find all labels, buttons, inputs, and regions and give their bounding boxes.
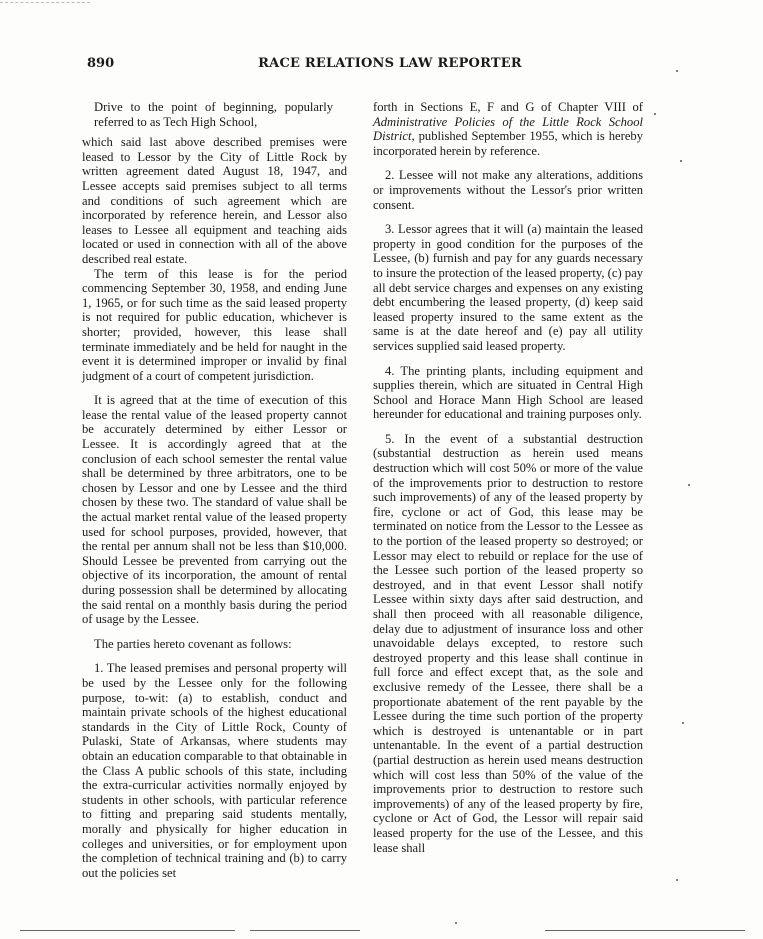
paragraph-property-description-end: Drive to the point of beginning, popularly referred to as Tech High School,: [94, 100, 333, 129]
text-run: forth in Sections E, F and G of Chapter VIII of: [373, 100, 643, 114]
scan-speck: [680, 160, 682, 162]
paragraph-covenants-intro: The parties hereto covenant as follows:: [94, 636, 292, 651]
scan-speck: [676, 70, 678, 72]
paragraph-covenant-1: 1. The leased premises and personal property will be used by the Lessee only for the following purpose, to-wit: (a) to establish, conduct and maintain private schools of the highest educational standards in the City of Little Rock, County of Pulaski, State of Arkansas, where students may obtain an education comparable to that obtainable in the Class A public schools of this state, including the extra-curricular activities normally enjoyed by students in other schools, with particular reference to fitting and preparing said students mentally, morally and physically for higher education in colleges and universities, or for employment upon the completion of technical training and (b) to carry out the policies set: [82, 661, 347, 880]
right-column: [373, 100, 643, 855]
policy-title: Administrative Policies of the Little Rock School District,: [373, 114, 643, 144]
paragraph-covenant-3: 3. Lessor agrees that it will (a) maintain the leased property in good condition for the purposes of the Lessee, (b) furnish and pay for any guards necessary to insure the protection of the leased property, (c) pay all debt service charges and expenses on any existing debt encumbering the leased property, (d) keep said leased property insured to the same extent as the same is at the date hereof and (e) pay all utility services supplied said leased property.: [373, 222, 643, 353]
scan-speck: [654, 113, 656, 115]
scan-speck: [688, 484, 690, 486]
bottom-rule: [545, 930, 745, 931]
scan-speck: [682, 722, 684, 724]
text-run: published September 1955, which is hereby incorporated herein by reference.: [373, 129, 643, 158]
paragraph-premises: which said last above described premises were leased to Lessor by the City of Little Rock by written agreement dated August 18, 1947, and Lessee accepts said premises subject to all terms and conditions of such agreement which are incorporated by reference herein, and Lessor also leases to Lessee all equipment and teaching aids located or used in connection with all of the above described real estate.: [82, 135, 347, 266]
paragraph-covenant-5: 5. In the event of a substantial destruction (substantial destruction as herein used means destruction which will cost 50% or more of the value of the improvements prior to destruction to restore such improvements) of any of the leased property by fire, cyclone or act of God, this lease may be terminated on notice from the Lessor to the Lessee as to the portion of the leased property so destroyed; or Lessor may elect to rebuild or replace for the use of the Lessee such portion of the leased property so destroyed, and in that event Lessor shall notify Lessee within sixty days after said destruction, and shall then proceed with all reasonable diligence, delay due to adjustment of insurance loss and other unavoidable delays excepted, to restore such destroyed property and this lease shall continue in full force and effect except that, as the sole and exclusive remedy of the Lessee, there shall be a proportionate abatement of the rent payable by the Lessee during the time such portion of the property which is destroyed is untenantable or in part untenantable. In the event of a partial destruction (partial destruction as herein used means destruction which will cost less than 50% of the value of the improvements prior to destruction to restore such improvements) of any of the leased property by fire, cyclone or Act of God, the Lessor will repair said leased property for the use of the Lessee, and this lease shall: [373, 431, 643, 855]
scan-speck: [455, 922, 457, 924]
paragraph-covenant-2: 2. Lessee will not make any alterations, additions or improvements without the Lessor's prior written consent.: [373, 168, 643, 212]
scan-speck: [676, 879, 678, 881]
page-number: 890: [87, 56, 115, 71]
paragraph-covenant-1-continued: [373, 100, 643, 158]
paragraph-lease-term: The term of this lease is for the period commencing September 30, 1958, and ending June 1, 1965, or for such time as the said leased property is not required for public education, whichever is shorter; provided, however, this lease shall terminate immediately and be held for naught in the event it is determined improper or invalid by final judgment of a court of competent jurisdiction.: [82, 266, 347, 383]
paragraph-rental-value: It is agreed that at the time of execution of this lease the rental value of the leased property cannot be accurately determined by either Lessor or Lessee. It is accordingly agreed that at the conclusion of each school semester the rental value shall be determined by three arbitrators, one to be chosen by Lessor and one by Lessee and the third chosen by these two. The standard of value shall be the actual market rental value of the leased property used for school purposes, provided, however, that the rental per annum shall not be less than $10,000. Should Lessee be prevented from carrying out the objective of its incorporation, the amount of rental during possession shall be determined by allocating the said rental on a monthly basis during the period of usage by the Lessee.: [82, 393, 347, 627]
left-column: [82, 100, 347, 880]
scan-edge-mark: [0, 2, 90, 3]
bottom-rule: [20, 930, 235, 931]
bottom-rule: [250, 930, 360, 931]
paragraph-covenant-4: 4. The printing plants, including equipment and supplies therein, which are situated in Central High School and Horace Mann High School are leased hereunder for educational and training purposes only.: [373, 363, 643, 422]
running-title: RACE RELATIONS LAW REPORTER: [258, 56, 522, 71]
